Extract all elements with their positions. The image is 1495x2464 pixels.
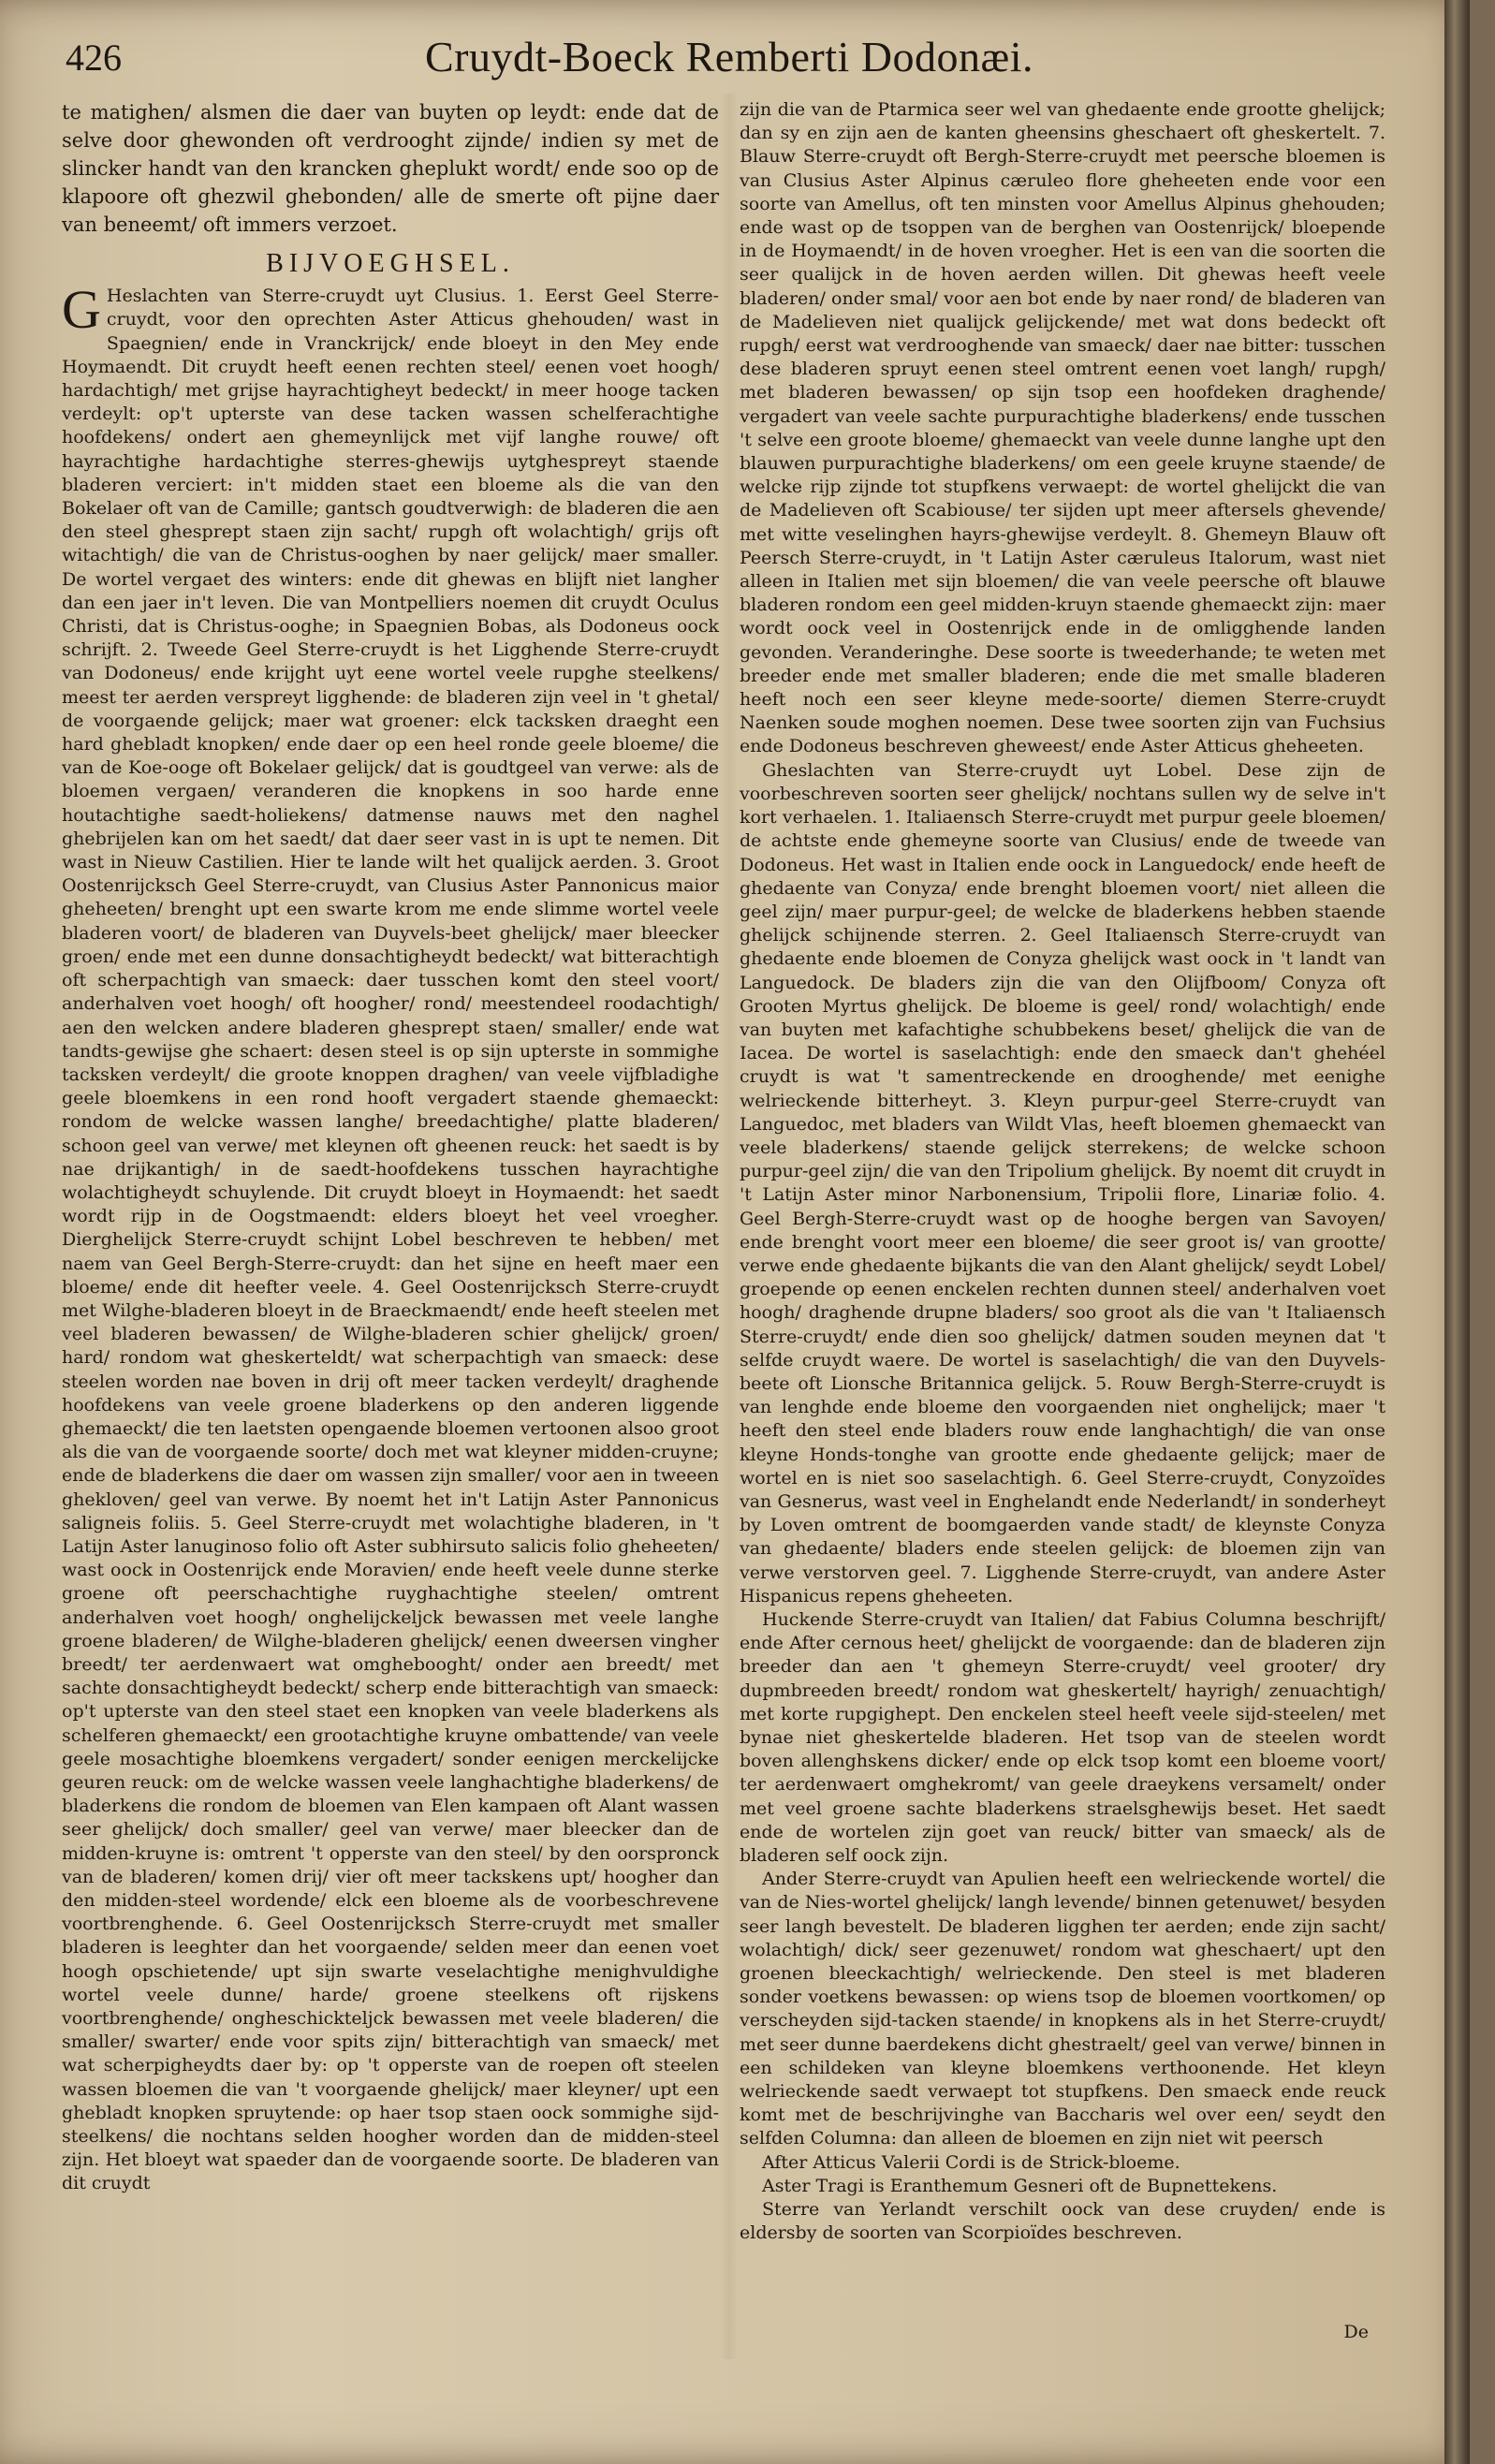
body-paragraph: Gheslachten van Sterre-cruydt uyt Lobel. Dese zijn de voorbeschreven soorten seer ghelijck/ nochtans sullen wy de selve in't kort verhaelen. 1. Italiaensch Sterre-cruydt met purpur geele bloemen/ de achtste ende ghemeyne soorte van Clusius/ ende de tweede van Dodoneus. Het wast in Italien ende oock in Languedock/ ende heeft de ghedaente van Conyza/ ende brenght bloemen voort/ niet alleen die geel zijn/ maer purpur-geel; de welcke de bladerkens hebben staende ghelijck schijnende sterren. 2. Geel Italiaensch Sterre-cruydt van ghedaente ende bloemen de Conyza ghelijck wast oock in 't landt van Languedock. De bladers zijn die van den Olijfboom/ Conyza oft Grooten Myrtus ghelijck. De bloeme is geel/ rond/ wolachtigh/ ende van buyten met kafachtighe schubbekens beset/ ghelijck die van de Iacea. De wortel is saselachtigh: ende den smaeck dan't ghehéel cruydt is wat 't samentreckende en drooghende/ met eenighe welrieckende bitterheyt. 3. Kleyn purpur-geel Sterre-cruydt van Languedoc, met bladers van Wildt Vlas, heeft bloemen ghemaeckt van veele bladerkens/ staende gelijck sterrekens; de welcke schoon purpur-geel zijn/ die van den Tripolium ghelijck. By noemt dit cruydt in 't Latijn Aster minor Narbonensium, Tripolii flore, Linariæ folio. 4. Geel Bergh-Sterre-cruydt wast op de hooghe bergen van Savoyen/ ende brenght voort meer een bloeme/ die seer groot is/ van grootte/ verwe ende ghedaente bijkants die van den Alant ghelijck/ seydt Lobel/ groepende op eenen enckelen rechten dunnen steel/ anderhalven voet hoogh/ draghende drupne bladers/ soo groot als die van 't Italiaensch Sterre-cruydt/ ende dien soo ghelijck/ datmen souden meynen dat 't selfde cruydt waere. De wortel is saselachtigh/ die van den Duyvels-beete oft Lionsche Britannica gelijck. 5. Rouw Bergh-Sterre-cruydt is van lenghde ende bloeme den voorgaenden niet onghelijck; maer 't heeft den steel ende bladers rouw ende langhachtigh/ die van onse kleyne Honds-tonghe van grootte ende ghedaente gelijck; maer de wortel en is niet soo saselachtigh. 6. Geel Sterre-cruydt, Conyzoïdes van Gesnerus, wast veel in Enghelandt ende Nederlandt/ in sonderheyt by Loven omtrent de boomgaerden vande stadt/ de kleynste Conyza van ghedaente/ bladers ende steelen gelijck: de bloemen zijn van verwe verstorven geel. 7. Ligghende Sterre-cruydt, van andere Aster Hispanicus repens gheheeten. — [740, 759, 1385, 1606]
gutter-shadow — [721, 94, 738, 2359]
intro-paragraph: te matighen/ alsmen die daer van buyten op leydt: ende dat de selve door ghewonden oft verdrooght zijnde/ indien sy met de slincker handt van den krancken gheplukt wordt/ ende soo op de klapoore oft ghezwil ghebonden/ alle de smerte oft pijne daer van beneemt/ oft immers verzoet. — [62, 101, 719, 236]
body-paragraph: Huckende Sterre-cruydt van Italien/ dat Fabius Columna beschrijft/ ende After cernous heet/ ghelijckt de voorgaende: dan de bladeren zijn breeder dan aen 't ghemeyn Sterre-cruydt/ veel grooter/ dry dupmbreeden breedt/ rondom wat gheskertelt/ hayrigh/ zenuachtigh/ met korte rupgighept. Den enckelen steel heeft veele sijd-steelen/ met bynae niet gheskertelde bladeren. Het tsop van de steelen wordt boven allenghskens dicker/ ende op elck tsop komt een bloeme voort/ ter aerdenwaert omghekromt/ van geele draeykens versamelt/ onder met veel groene sachte bladerkens straelsghewijs beset. Het saedt ende de wortelen zijn goet van reuck/ bitter van smaeck/ als de bladeren self oock zijn. — [740, 1609, 1385, 1867]
body-paragraph: zijn die van de Ptarmica seer wel van ghedaente ende grootte ghelijck; dan sy en zijn aen de kanten gheensins gheschaert oft gheskertelt. 7. Blauw Sterre-cruydt oft Bergh-Sterre-cruydt met peersche bloemen is van Clusius Aster Alpinus cæruleo flore gheheeten ende voor een soorte van Amellus, oft ten minsten voor Amellus Alpinus ghehouden; ende wast op de tsoppen van de berghen van Oostenrijck/ bloepende in de Hoymaendt/ in de hoven vroegher. Het is een van die soorten die seer qualijck in de hoven aerden willen. Dit ghewas heeft veele bladeren/ onder smal/ voor aen bot ende by naer rond/ de bladeren van de Madelieven niet qualijck gelijckende/ met wat dons bedeckt oft rupgh/ eerst wat verdrooghende van smaeck/ daer nae bitter: tusschen dese bladeren spruyt eenen steel omtrent eenen voet langh/ rupgh/ met bladeren bewassen/ op sijn tsop een hoofdeken draghende/ vergadert van veele sachte purpurachtighe bladerkens/ ende tusschen 't selve een groote bloeme/ ghemaeckt van veele dunne langhe upt den blauwen purpurachtighe bladerkens/ om een geele kruyne staende/ de welcke rijp zijnde tot stupfkens verwaept: de wortel ghelijckt die van de Madelieven oft Scabiouse/ ter sijden upt meer aftersels ghevende/ met witte veselinghen hayrs-ghewijse verdeylt. 8. Ghemeyn Blauw oft Peersch Sterre-cruydt, in 't Latijn Aster cæruleus Italorum, wast niet alleen in Italien met sijn bloemen/ die van veele peersche oft blauwe bladeren rondom een geel midden-kruyn staende ghemaeckt zijn: maer wordt oock veel in Oostenrijck ende in de omligghende landen gevonden. Veranderinghe. Dese soorte is tweederhande; te weten met breeder ende met smaller bladeren; ende die met smalle bladeren heeft noch een seer kleyne mede-soorte/ diemen Sterre-cruydt Naenken soude moghen noemen. Dese twee soorten zijn van Fuchsius ende Dodoneus beschreven gheweest/ ende Aster Atticus gheheeten. — [740, 99, 1385, 757]
body-line: Aster Tragi is Eranthemum Gesneri oft de Bupnettekens. — [762, 2175, 1278, 2196]
body-line: Sterre van Yerlandt verschilt oock van dese cruyden/ ende is eldersby de soorten van Scorpioïdes beschreven. — [740, 2199, 1385, 2244]
section-heading: BIJVOEGHSEL. — [266, 249, 515, 278]
right-column — [740, 98, 1385, 2245]
page-edge — [1444, 0, 1470, 2464]
page-number: 426 — [66, 37, 122, 79]
body-line: After Atticus Valerii Cordi is de Strick-bloeme. — [762, 2151, 1180, 2173]
body-paragraph: Ander Sterre-cruydt van Apulien heeft een welrieckende wortel/ die van de Nies-wortel ghelijck/ langh levende/ binnen getenuwet/ besyden seer langh bevestelt. De bladeren ligghen ter aerden; ende zijn sacht/ wolachtigh/ dick/ seer gezenuwet/ rondom wat gheschaert/ upt den groenen bleeckachtigh/ welrieckende. Den steel is met bladeren sonder voetkens bewassen: op wiens tsop de bloemen voortkomen/ op verscheyden sijd-tacken staende/ in knopkens als in het Sterre-cruydt/ met seer dunne baerdekens dicht ghestraelt/ geel van verwe/ binnen in een schildeken van kleyne bloemkens verthoonende. Het kleyn welrieckende saedt verwaept tot stupfkens. Den smaeck ende reuck komt met de beschrijvinghe van Baccharis wel over een/ seydt den selfden Columna: dan alleen de bloemen en zijn niet wit peersch — [740, 1869, 1385, 2149]
drop-cap: G — [62, 279, 101, 341]
left-body-text: Heslachten van Sterre-cruydt uyt Clusius. 1. Eerst Geel Sterre-cruydt, voor den oprechten Aster Atticus ghehouden/ wast in Spaegnien/ ende in Vranckrijck/ ende bloeyt in den Mey ende Hoymaendt. Dit cruydt heeft eenen rechten steel/ eenen voet hoogh/ hardachtigh/ met grijse hayrachtigheyt bedeckt/ in meer hooge tacken verdeylt: op't upterste van dese tacken wassen schelferachtighe hoofdekens/ ondert aen ghemeynlijck met vijf langhe rouwe/ oft hayrachtighe hardachtighe sterres-ghewijs uytghespreyt staende bladeren verciert: in't midden staet een bloeme als die van den Bokelaer oft van de Camille; gantsch goudtverwigh: de bladeren die aen den steel ghesprept staen zijn sacht/ rupgh oft wolachtigh/ grijs oft witachtigh/ die van de Christus-ooghen by naer gelijck/ maer smaller. De wortel vergaet des winters: ende dit ghewas en blijft niet langher dan een jaer in't leven. Die van Montpelliers noemen dit cruydt Oculus Christi, dat is Christus-ooghe; in Spaegnien Bobas, als Dodoneus oock schrijft. 2. Tweede Geel Sterre-cruydt is het Ligghende Sterre-cruydt van Dodoneus/ ende krijght uyt eene wortel veele rupghe steelkens/ meest ter aerden verspreyt ligghende: de bladeren zijn veel in 't ghetal/ de voorgaende gelijck; maer wat groener: elck tacksken draeght een hard ghebladt knopken/ ende daer op een heel ronde geele bloeme/ die van de Koe-ooge oft Bokelaer gelijck/ dat is goudtgeel van verwe: als de bloemen vergaen/ veranderen die knopkens in soo harde enne houtachtighe saedt-holiekens/ datmense nauws met den naghel ghebrijelen kan om het saedt/ dat daer seer vast in is upt te nemen. Dit wast in Nieuw Castilien. Hier te lande wilt het qualijck aerden. 3. Groot Oostenrijcksch Geel Sterre-cruydt, van Clusius Aster Pannonicus maior gheheeten/ brenght upt een swarte krom me ende slimme wortel veele bladeren voort/ de bladeren van Duyvels-beet ghelijck/ maer bleecker groen/ ende met een dunne donsachtigheydt bedeckt/ wat bitterachtigh oft scherpachtigh van smaeck: daer tusschen komt den steel voort/ anderhalven voet hoogh/ oft hoogher/ rond/ meestendeel roodachtigh/ aen den welcken andere bladeren ghesprept staen/ smaller/ ende wat tandts-gewijse ghe schaert: desen steel is op sijn upterste in sommighe tacksken verdeylt/ die groote knoppen draghen/ van veele vijfbladighe geele bloemkens in een rond hooft vergadert staende ghemaeckt: rondom de welcke wassen langhe/ breedachtighe/ platte bladeren/ schoon geel van verwe/ met kleynen oft gheenen reuck: het saedt is by nae drijkantigh/ in de saedt-hoofdekens tusschen hayrachtighe wolachtigheydt schuylende. Dit cruydt bloeyt in Hoymaendt: het saedt wordt rijp in de Oogstmaendt: elders bloeyt het veel vroegher. Dierghelijck Sterre-cruydt schijnt Lobel beschreven te hebben/ met naem van Geel Bergh-Sterre-cruydt: dan het sijne en heeft maer een bloeme/ ende dit heefter veele. 4. Geel Oostenrijcksch Sterre-cruydt met Wilghe-bladeren bloeyt in de Braeckmaendt/ ende heeft steelen met veel bladeren bewassen/ de Wilghe-bladeren schier ghelijck/ groen/ hard/ rondom wat gheskerteldt/ wat scherpachtigh van smaeck: dese steelen worden nae boven in drij oft meer tacken verdeylt/ draghende hoofdekens van veele groene bladerkens op den anderen liggende ghemaeckt/ die ten laetsten opengaende bloemen vertoonen alsoo groot als die van de voorgaende soorte/ doch met wat kleyner midden-cruyne; ende de bladerkens die daer om wassen zijn smaller/ voor aen in tweeen ghekloven/ geel van verwe. By noemt het in't Latijn Aster Pannonicus saligneis foliis. 5. Geel Sterre-cruydt met wolachtighe bladeren, in 't Latijn Aster lanuginoso folio oft Aster subhirsuto salicis folio gheheeten/ wast oock in Oostenrijck ende Moravien/ ende heeft veele dunne sterke groene oft peerschachtighe ruyghachtighe steelen/ omtrent anderhalven voet hoogh/ onghelijckeljck bewassen met veele langhe groene bladeren/ de Wilghe-bladeren ghelijck/ eenen dweersen vingher breedt/ ter aerdenwaert wat omghebooght/ onder aen breedt/ met sachte donsachtigheydt bedeckt/ scherp ende bitterachtigh van smaeck: op't upterste van den steel staet een knopken van veele bladerkens als schelferen ghemaeckt/ een grootachtighe kruyne ombattende/ van veele geele mosachtighe bloemkens vergadert/ sonder eenigen merckelijcke geuren reuck: om de welcke wassen veele langhachtighe bladerkens/ de bladerkens die rondom de bloemen van Elen kampaen oft Alant wassen seer ghelijck/ doch smaller/ geel van verwe/ maer bleecker dan de midden-kruyne is: omtrent 't opperste van den steel/ by den oorspronck van de bladeren/ komen drij/ vier oft meer tackskens upt/ hoogher dan den midden-steel wordende/ elck een bloeme als de voorbeschrevene voortbrenghende. 6. Geel Oostenrijcksch Sterre-cruydt met smaller bladeren is leeghter dan het voorgaende/ selden meer dan eenen voet hoogh opschietende/ upt sijn swarte veselachtighe menighvuldighe wortel veele dunne/ harde/ groene steelkens oft rijskens voortbrenghende/ ongheschickteljck bewassen met veele bladeren/ die smaller/ swarter/ ende voor spits zijn/ bitterachtigh van smaeck/ met wat scherpigheydts daer by: op 't opperste van de roepen oft steelen wassen bloemen die van 't voorgaende ghelijck/ maer kleyner/ upt een ghebladt knopken spruytende: op haer tsop staen oock sommighe sijd-steelkens/ die nochtans selden hoogher worden dan de midden-steel zijn. Het bloeyt wat spaeder dan de voorgaende soorte. De bladeren van dit cruydt — [62, 286, 719, 2194]
body-paragraph — [62, 279, 719, 2195]
page-header — [60, 32, 1445, 97]
left-column — [62, 98, 719, 2196]
catch-word: De — [1343, 2322, 1369, 2342]
running-title: Cruydt-Boeck Remberti Dodonæi. — [425, 33, 1033, 81]
